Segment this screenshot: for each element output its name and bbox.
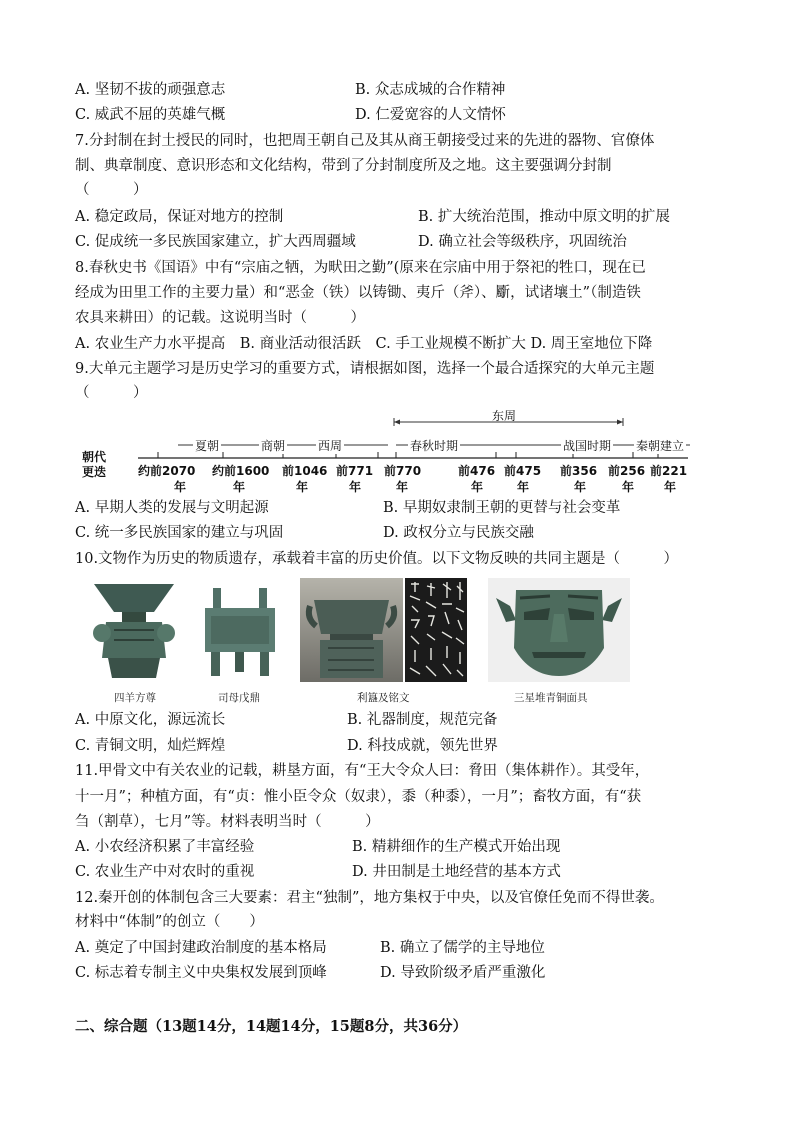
caption-li-gui: 利簋及铭文: [357, 692, 410, 704]
q7-option-b: B. 扩大统治范围，推动中原文明的扩展: [418, 209, 670, 225]
q8-stem-line3: 农具来耕田）的记载。这说明当时（ ）: [75, 310, 365, 326]
q7-option-c: C. 促成统一多民族国家建立，扩大西周疆域: [75, 234, 356, 250]
date-label: 前356: [560, 464, 598, 478]
period-western-zhou: 西周: [318, 439, 343, 453]
q11-option-d: D. 井田制是土地经营的基本方式: [352, 864, 561, 880]
q11-option-c: C. 农业生产中对农时的重视: [75, 864, 255, 880]
timeline-eastern-zhou: 东周: [492, 409, 517, 423]
q6-option-b: B. 众志成城的合作精神: [355, 82, 506, 98]
q11-option-b: B. 精耕细作的生产模式开始出现: [352, 839, 561, 855]
date-label: 前476: [458, 464, 496, 478]
caption-simuwu-ding: 司母戊鼎: [218, 692, 260, 704]
q11-option-a: A. 小农经济积累了丰富经验: [75, 839, 255, 855]
q10-option-a: A. 中原文化，源远流长: [75, 712, 226, 728]
period-qin: 秦朝建立: [636, 439, 685, 453]
year-suffix: 年: [471, 480, 484, 494]
caption-sanxingdui-mask: 三星堆青铜面具: [514, 692, 588, 704]
q8-stem-line2: 经成为田里工作的主要力量）和“恶金（铁）以铸锄、夷斤（斧）、斸，试诸壤土”（制造铁: [75, 285, 641, 301]
year-suffix: 年: [517, 480, 530, 494]
q9-option-a: A. 早期人类的发展与文明起源: [75, 500, 269, 516]
year-suffix: 年: [349, 480, 362, 494]
q9-option-b: B. 早期奴隶制王朝的更替与社会变革: [383, 500, 621, 516]
period-warring-states: 战国时期: [563, 439, 612, 453]
q7-answer-blank: （ ）: [75, 182, 148, 198]
date-label: 约前1600: [212, 464, 270, 478]
q10-option-c: C. 青铜文明，灿烂辉煌: [75, 738, 226, 754]
date-label: 前221: [650, 464, 688, 478]
simuwu-ding-image: [195, 578, 285, 682]
q9-answer-blank: （ ）: [75, 385, 148, 401]
year-suffix: 年: [664, 480, 677, 494]
dynasty-timeline: [78, 405, 698, 495]
q10-option-b: B. 礼器制度，规范完备: [347, 712, 498, 728]
q10-stem: 10.文物作为历史的物质遗存，承载着丰富的历史价值。以下文物反映的共同主题是（ ）: [75, 551, 679, 567]
year-suffix: 年: [174, 480, 187, 494]
li-gui-inscription-image: [405, 578, 467, 682]
q8-options: A. 农业生产力水平提高 B. 商业活动很活跃 C. 手工业规模不断扩大 D. 周王室地位下降: [75, 336, 653, 352]
q7-option-d: D. 确立社会等级秩序，巩固统治: [418, 234, 627, 250]
q12-option-c: C. 标志着专制主义中央集权发展到顶峰: [75, 965, 327, 981]
timeline-row-label-1: 朝代: [82, 450, 107, 464]
year-suffix: 年: [622, 480, 635, 494]
q6-option-d: D. 仁爱宽容的人文情怀: [355, 107, 506, 123]
q12-option-b: B. 确立了儒学的主导地位: [380, 940, 545, 956]
period-shang: 商朝: [261, 439, 286, 453]
year-suffix: 年: [233, 480, 246, 494]
li-gui-image: [300, 578, 403, 682]
q10-option-d: D. 科技成就，领先世界: [347, 738, 498, 754]
q11-stem-line2: 十一月”；种植方面，有“贞：惟小臣令众（奴隶），黍（种黍），一月”；畜牧方面，有“获: [75, 789, 642, 805]
q7-option-a: A. 稳定政局，保证对地方的控制: [75, 209, 284, 225]
q7-stem-line2: 制、典章制度、意识形态和文化结构，带到了分封制度所及之地。这主要强调分封制: [75, 158, 612, 174]
q7-stem-line1: 7.分封制在封土授民的同时，也把周王朝自己及其从商王朝接受过来的先进的器物、官僚体: [75, 133, 655, 149]
q6-option-a: A. 坚韧不拔的顽强意志: [75, 82, 226, 98]
date-label: 前1046: [282, 464, 328, 478]
timeline-row-label-2: 更迭: [82, 465, 107, 479]
section-2-title: 二、综合题（13题14分，14题14分，15题8分，共36分）: [75, 1018, 468, 1035]
period-spring-autumn: 春秋时期: [410, 439, 459, 453]
q12-option-a: A. 奠定了中国封建政治制度的基本格局: [75, 940, 327, 956]
year-suffix: 年: [574, 480, 587, 494]
q12-stem-line1: 12.秦开创的体制包含三大要素：君主“独制”，地方集权于中央，以及官僚任免而不得世袭。: [75, 890, 664, 906]
q11-stem-line1: 11.甲骨文中有关农业的记载，耕垦方面，有“王大令众人曰：脅田（集体耕作）。其受年，: [75, 763, 650, 779]
q9-option-c: C. 统一多民族国家的建立与巩固: [75, 525, 284, 541]
four-goat-square-zun-image: [84, 578, 184, 682]
q6-option-c: C. 威武不屈的英雄气概: [75, 107, 226, 123]
sanxingdui-mask-image: [488, 578, 630, 682]
date-label: 约前2070: [138, 464, 196, 478]
q12-option-d: D. 导致阶级矛盾严重激化: [380, 965, 546, 981]
q12-stem-line2: 材料中“体制”的创立（ ）: [75, 914, 264, 930]
date-label: 前256: [608, 464, 646, 478]
year-suffix: 年: [296, 480, 309, 494]
q11-stem-line3: 刍（割草），七月”等。材料表明当时（ ）: [75, 814, 380, 830]
date-label: 前770: [384, 464, 422, 478]
q8-stem-line1: 8.春秋史书《国语》中有“宗庙之牺，为畎田之勤”(原来在宗庙中用于祭祀的牲口，现在已: [75, 260, 646, 276]
date-label: 前771: [336, 464, 374, 478]
q9-stem-line1: 9.大单元主题学习是历史学习的重要方式，请根据如图，选择一个最合适探究的大单元主题: [75, 361, 655, 377]
date-label: 前475: [504, 464, 542, 478]
period-xia: 夏朝: [195, 439, 220, 453]
caption-four-goat-zun: 四羊方尊: [114, 692, 156, 704]
q9-option-d: D. 政权分立与民族交融: [383, 525, 534, 541]
year-suffix: 年: [396, 480, 409, 494]
